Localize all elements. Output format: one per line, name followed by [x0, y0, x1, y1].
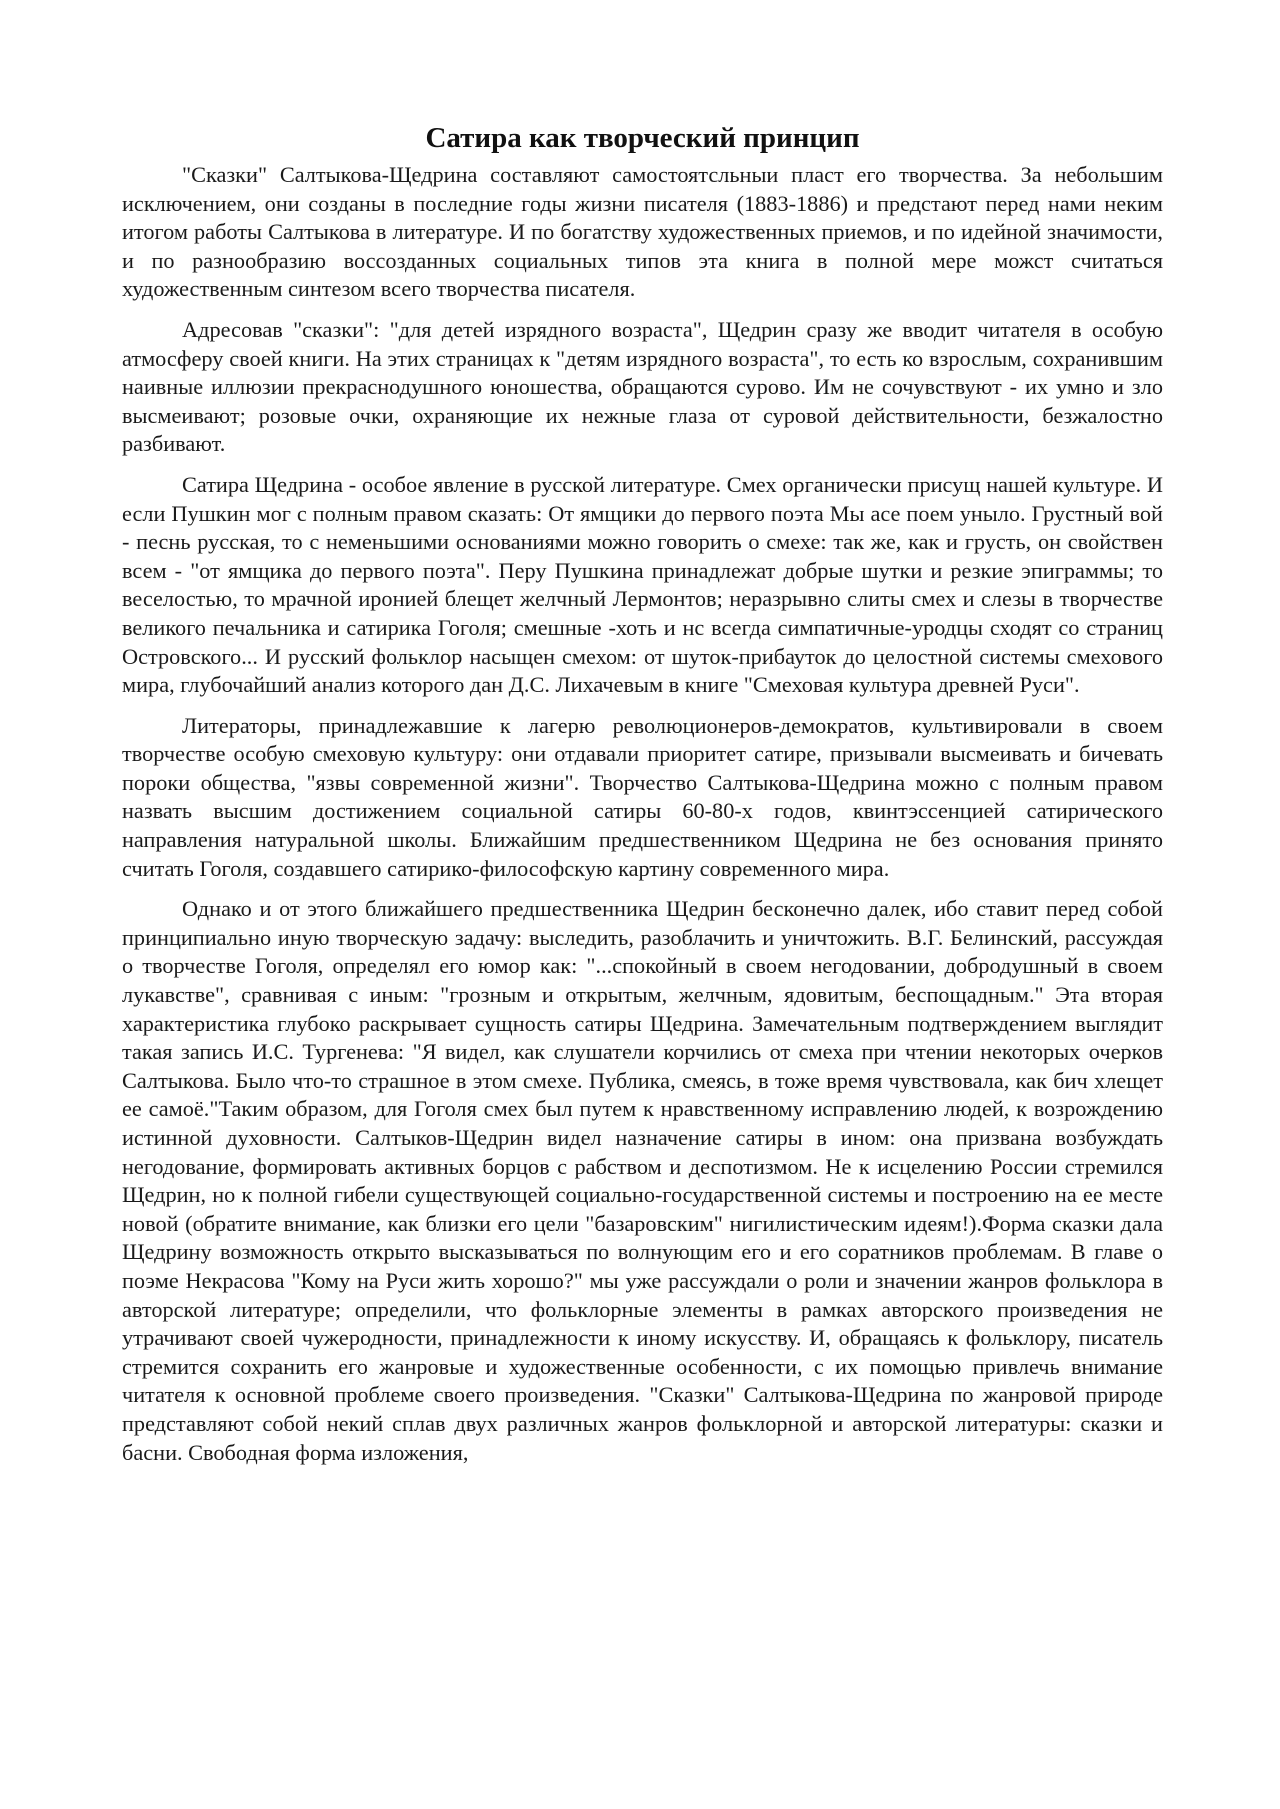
- paragraph-3: Сатира Щедрина - особое явление в русской литературе. Смех органически присущ нашей культуре. И если Пушкин мог с полным правом сказать: От ямщики до первого поэта Мы асе поем уныло. Грустный вой - песнь русская, то с неменьшими основаниями можно говорить о смехе: так же, как и грусть, он свойствен всем - "от ямщика до первого поэта". Перу Пушкина принадлежат добрые шутки и резкие эпиграммы; то веселостью, то мрачной иронией блещет желчный Лермонтов; неразрывно слиты смех и слезы в творчестве великого печальника и сатирика Гоголя; смешные -хоть и нс всегда симпатичные-уродцы сходят со страниц Островского... И русский фольклор насыщен смехом: от шуток-прибауток до целостной системы смехового мира, глубочайший анализ которого дан Д.С. Лихачевым в книге "Смеховая культура древней Руси".: [122, 471, 1163, 698]
- document-page: [122, 118, 1163, 1479]
- paragraph-1: "Сказки" Салтыкова-Щедрина составляют самостоятсльныи пласт его творчества. За небольшим исключением, они созданы в последние годы жизни писателя (1883-1886) и предстают перед нами неким итогом работы Салтыкова в литературе. И по богатству художественных приемов, и по идейной значимости, и по разнообразию воссозданных социальных типов эта книга в полной мере можст считаться художественным синтезом всего творчества писателя.: [122, 162, 1163, 302]
- paragraph-2: Адресовав "сказки": "для детей изрядного возраста", Щедрин сразу же вводит читателя в особую атмосферу своей книги. На этих страницах к "детям изрядного возраста", то есть ко взрослым, сохранившим наивные иллюзии прекраснодушного юношества, обращаются сурово. Им не сочувствуют - их умно и зло высмеивают; розовые очки, охраняющие их нежные глаза от суровой действительности, безжалостно разбивают.: [122, 316, 1163, 457]
- paragraph-4: Литераторы, принадлежавшие к лагерю революционеров-демократов, культивировали в своем творчестве особую смеховую культуру: они отдавали приоритет сатире, призывали высмеивать и бичевать пороки общества, "язвы современной жизни". Творчество Салтыкова-Щедрина можно с полным правом назвать высшим достижением социальной сатиры 60-80-х годов, квинтэссенцией сатирического направления натуральной школы. Ближайшим предшественником Щедрина не без основания принято считать Гоголя, создавшего сатирико-философскую картину современного мира.: [122, 712, 1163, 881]
- document-title: Сатира как творческий принцип: [425, 122, 860, 154]
- paragraph-5: Однако и от этого ближайшего предшественника Щедрин бесконечно далек, ибо ставит перед собой принципиально иную творческую задачу: выследить, разоблачить и уничтожить. В.Г. Белинский, рассуждая о творчестве Гоголя, определял его юмор как: "...спокойный в своем негодовании, добродушный в своем лукавстве", сравнивая с иным: "грозным и открытым, желчным, ядовитым, беспощадным." Эта вторая характеристика глубоко раскрывает сущность сатиры Щедрина. Замечательным подтверждением выглядит такая запись И.С. Тургенева: "Я видел, как слушатели корчились от смеха при чтении некоторых очерков Салтыкова. Было что-то страшное в этом смехе. Публика, смеясь, в тоже время чувствовала, как бич хлещет ее самоё."Таким образом, для Гоголя смех был путем к нравственному исправлению людей, к возрождению истинной духовности. Салтыков-Щедрин видел назначение сатиры в ином: она призвана возбуждать негодование, формировать активных борцов с рабством и деспотизмом. Не к исцелению России стремился Щедрин, но к полной гибели существующей социально-государственной системы и построению на ее месте новой (обратите внимание, как близки его цели "базаровским" нигилистическим идеям!).Форма сказки дала Щедрину возможность открыто высказываться по волнующим его и его соратников проблемам. В главе о поэме Некрасова "Кому на Руси жить хорошо?" мы уже рассуждали о роли и значении жанров фольклора в авторской литературе; определили, что фольклорные элементы в рамках авторского произведения не утрачивают своей чужеродности, принадлежности к иному искусству. И, обращаясь к фольклору, писатель стремится сохранить его жанровые и художественные особенности, с их помощью привлечь внимание читателя к основной проблеме своего произведения. "Сказки" Салтыкова-Щедрина по жанровой природе представляют собой некий сплав двух различных жанров фольклорной и авторской литературы: сказки и басни. Свободная форма изложения,: [122, 896, 1163, 1465]
